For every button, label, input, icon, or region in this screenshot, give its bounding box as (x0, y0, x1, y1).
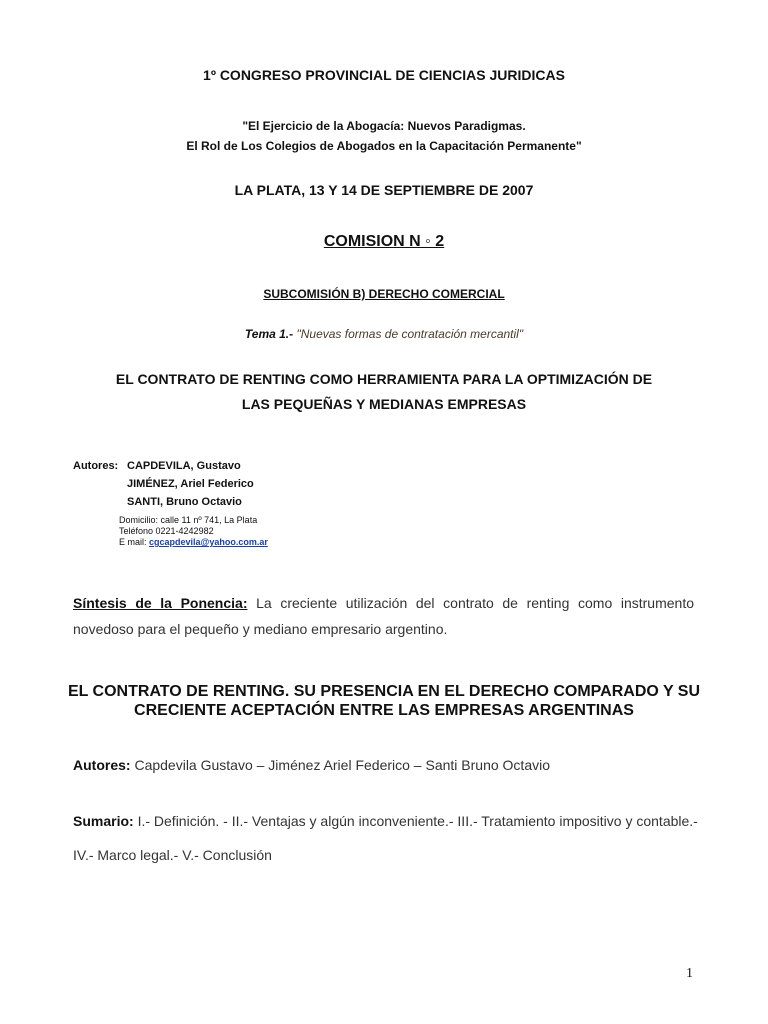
section-title: EL CONTRATO DE RENTING. SU PRESENCIA EN EL DERECHO COMPARADO Y SU CRECIENTE ACEPTACIÓN ENTRE LAS EMPRESAS ARGENTINAS (67, 683, 701, 719)
quote-line-2: El Rol de Los Colegios de Abogados en la Capacitación Permanente" (186, 139, 582, 153)
autores-text: Capdevila Gustavo – Jiménez Ariel Federico – Santi Bruno Octavio (134, 757, 550, 773)
sumario-paragraph (73, 804, 698, 872)
sumario-label: Sumario: (73, 813, 134, 829)
sintesis-paragraph (73, 590, 694, 642)
domicilio: Domicilio: calle 11 nº 741, La Plata (119, 515, 258, 525)
comision-heading: COMISION N ◦ 2 (323, 233, 445, 250)
congress-title: 1º CONGRESO PROVINCIAL DE CIENCIAS JURIDICAS (203, 67, 565, 83)
telefono: Teléfono 0221-4242982 (119, 526, 214, 536)
authors-block (73, 457, 254, 511)
page-number: 1 (686, 966, 693, 981)
tema-line (0, 327, 768, 341)
email-line (119, 537, 268, 548)
quote-line-1: "El Ejercicio de la Abogacía: Nuevos Paradigmas. (242, 119, 526, 133)
email-link[interactable]: cgcapdevila@yahoo.com.ar (149, 537, 268, 547)
sintesis-label: Síntesis de la Ponencia: (73, 595, 248, 611)
contact-block (119, 515, 268, 548)
authors-label: Autores: (73, 460, 119, 472)
event-date: LA PLATA, 13 Y 14 DE SEPTIEMBRE DE 2007 (234, 182, 534, 198)
sumario-text: I.- Definición. - II.- Ventajas y algún inconveniente.- III.- Tratamiento impositivo y contable.- IV.- Marco legal.- V.- Conclusión (73, 813, 698, 863)
sintesis-text: La creciente utilización del contrato de renting como instrumento novedoso para el pequeño y mediano empresario argentino. (73, 595, 695, 637)
paper-title-line-1: EL CONTRATO DE RENTING COMO HERRAMIENTA PARA LA OPTIMIZACIÓN DE (115, 371, 653, 387)
author-name: SANTI, Bruno Octavio (127, 496, 242, 508)
tema-value: "Nuevas formas de contratación mercantil" (296, 327, 524, 341)
author-name: CAPDEVILA, Gustavo (127, 460, 241, 472)
paper-title-line-2: LAS PEQUEÑAS Y MEDIANAS EMPRESAS (241, 396, 527, 412)
author-name: JIMÉNEZ, Ariel Federico (127, 478, 254, 490)
email-label: E mail: (119, 537, 147, 547)
tema-label: Tema 1.- (244, 327, 294, 341)
autores-line (73, 757, 550, 773)
autores-label: Autores: (73, 757, 131, 773)
subcomision-heading: SUBCOMISIÓN B) DERECHO COMERCIAL (263, 287, 505, 301)
